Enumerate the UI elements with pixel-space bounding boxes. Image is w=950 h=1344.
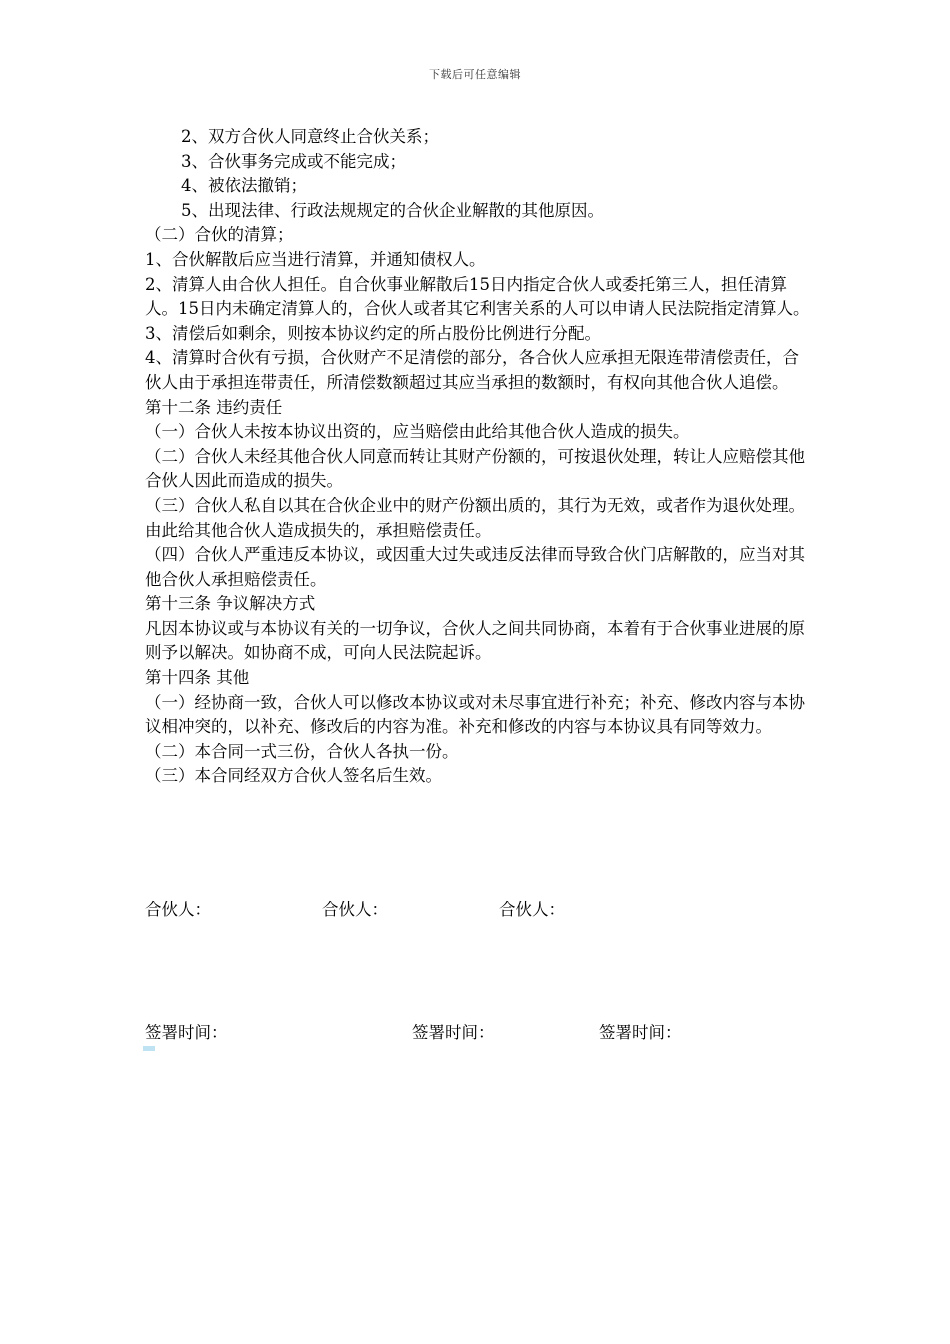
paragraph-liquidation-1: 1、合伙解散后应当进行清算，并通知债权人。 <box>145 249 486 269</box>
article-heading-14: 第十四条 其他 <box>145 668 250 688</box>
signing-date-label-2: 签署时间： <box>412 1023 495 1042</box>
document-body <box>145 125 810 789</box>
paragraph-other-1: （一）经协商一致，合伙人可以修改本协议或对未尽事宜进行补充；补充、修改内容与本协议相冲突的，以补充、修改后的内容为准。补充和修改的内容与本协议具有同等效力。 <box>145 692 805 737</box>
partner-label-1: 合伙人： <box>145 900 211 919</box>
paragraph-other-3: （三）本合同经双方合伙人签名后生效。 <box>145 766 442 786</box>
article-heading-13: 第十三条 争议解决方式 <box>145 594 316 614</box>
paragraph-dispute: 凡因本协议或与本协议有关的一切争议，合伙人之间共同协商，本着有于合伙事业进展的原则予以解决。如协商不成，可向人民法院起诉。 <box>145 618 805 663</box>
paragraph-clause-5: 5、出现法律、行政法规规定的合伙企业解散的其他原因。 <box>181 200 604 220</box>
signing-date-label-3: 签署时间： <box>599 1023 682 1042</box>
partner-label-3: 合伙人： <box>499 900 565 919</box>
paragraph-clause-3: 3、合伙事务完成或不能完成； <box>181 151 406 171</box>
paragraph-other-2: （二）本合同一式三份，合伙人各执一份。 <box>145 741 459 761</box>
paragraph-breach-3: （三）合伙人私自以其在合伙企业中的财产份额出质的，其行为无效，或者作为退伙处理。由此给其他合伙人造成损失的，承担赔偿责任。 <box>145 495 805 540</box>
text-cursor-marker <box>143 1046 155 1051</box>
paragraph-breach-1: （一）合伙人未按本协议出资的，应当赔偿由此给其他合伙人造成的损失。 <box>145 422 690 442</box>
paragraph-liquidation-3: 3、清偿后如剩余，则按本协议约定的所占股份比例进行分配。 <box>145 323 601 343</box>
section-heading-liquidation: （二）合伙的清算； <box>145 225 294 245</box>
paragraph-liquidation-4: 4、清算时合伙有亏损，合伙财产不足清偿的部分，各合伙人应承担无限连带清偿责任，合伙人由于承担连带责任，所清偿数额超过其应当承担的数额时，有权向其他合伙人追偿。 <box>145 348 799 392</box>
paragraph-clause-2: 2、双方合伙人同意终止合伙关系； <box>181 127 439 146</box>
paragraph-clause-4: 4、被依法撤销； <box>181 176 307 196</box>
partner-label-2: 合伙人： <box>322 900 388 919</box>
paragraph-breach-2: （二）合伙人未经其他合伙人同意而转让其财产份额的，可按退伙处理，转让人应赔偿其他合伙人因此而造成的损失。 <box>145 446 805 491</box>
signing-date-label-1: 签署时间： <box>145 1023 228 1042</box>
page-header: 下载后可任意编辑 <box>429 68 521 81</box>
paragraph-liquidation-2: 2、清算人由合伙人担任。自合伙事业解散后15日内指定合伙人或委托第三人，担任清算人。15日内未确定清算人的，合伙人或者其它利害关系的人可以申请人民法院指定清算人。 <box>145 274 810 319</box>
article-heading-12: 第十二条 违约责任 <box>145 397 283 417</box>
paragraph-breach-4: （四）合伙人严重违反本协议，或因重大过失或违反法律而导致合伙门店解散的，应当对其他合伙人承担赔偿责任。 <box>145 545 805 589</box>
